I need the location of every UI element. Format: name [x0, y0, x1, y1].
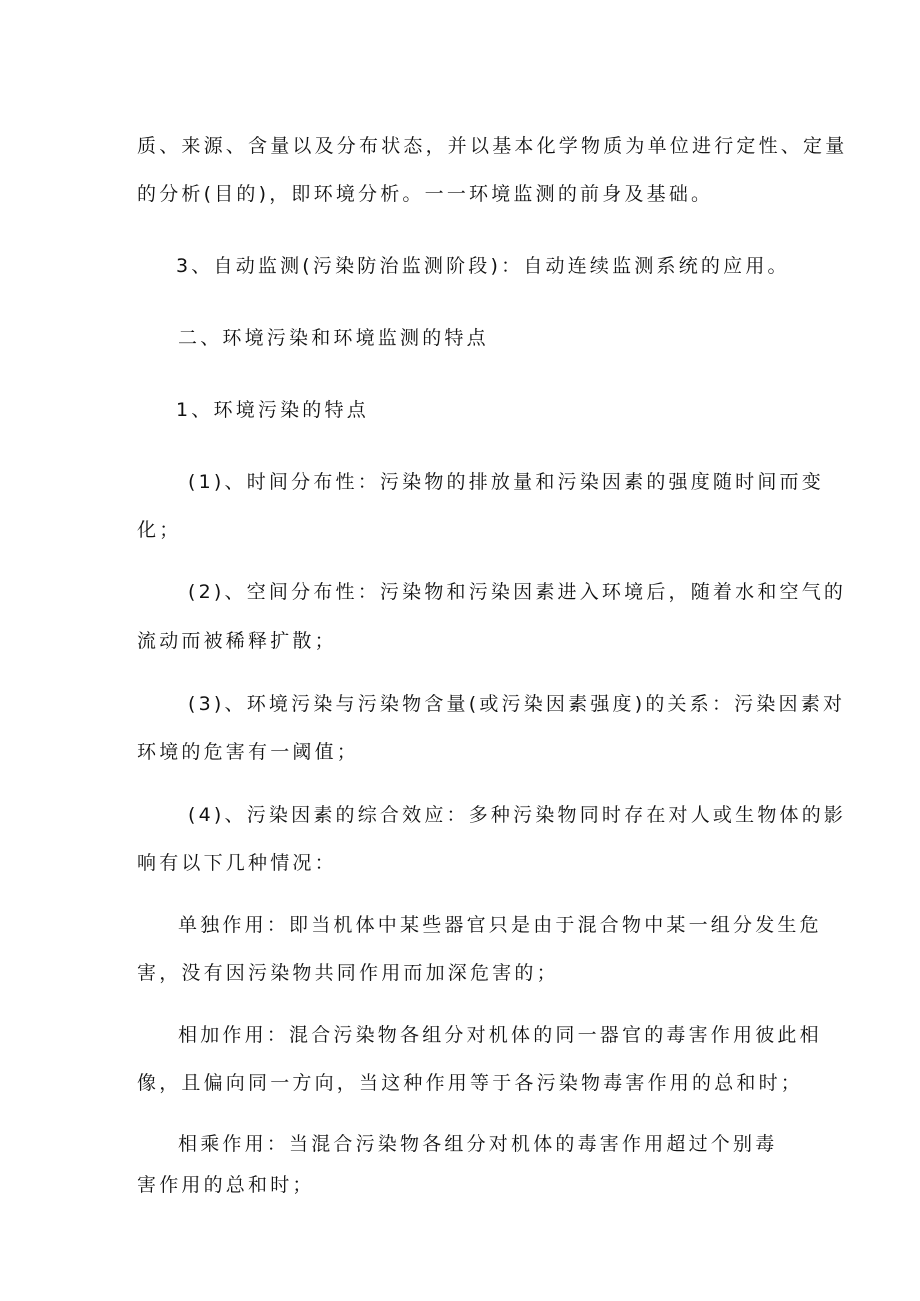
- item-1-line: (1)、时间分布性：污染物的排放量和污染因素的强度随时间而变: [188, 471, 824, 493]
- additive-effect-line: 相加作用：混合污染物各组分对机体的同一器官的毒害作用彼此相: [178, 1024, 822, 1046]
- section-2-heading: 二、环境污染和环境监测的特点: [178, 327, 489, 349]
- item-1-line: 化；: [137, 519, 182, 541]
- single-effect-line: 单独作用：即当机体中某些器官只是由于混合物中某一组分发生危: [178, 914, 822, 936]
- multiplicative-effect-line: 害作用的总和时；: [137, 1174, 315, 1196]
- single-effect-line: 害，没有因污染物共同作用而加深危害的；: [137, 962, 559, 984]
- paragraph-line: 的分析(目的)，即环境分析。一一环境监测的前身及基础。: [137, 183, 714, 205]
- item-2-line: (2)、空间分布性：污染物和污染因素进入环境后，随着水和空气的: [188, 581, 847, 603]
- multiplicative-effect-line: 相乘作用：当混合污染物各组分对机体的毒害作用超过个别毒: [178, 1133, 778, 1155]
- item-4-line: 响有以下几种情况：: [137, 852, 337, 874]
- item-2-line: 流动而被稀释扩散；: [137, 630, 337, 652]
- item-3-line: 环境的危害有一阈值；: [137, 741, 360, 763]
- additive-effect-line: 像，且偏向同一方向，当这种作用等于各污染物毒害作用的总和时；: [137, 1072, 804, 1094]
- item-4-line: (4)、污染因素的综合效应：多种污染物同时存在对人或生物体的影: [188, 804, 847, 826]
- item-3-line: (3)、环境污染与污染物含量(或污染因素强度)的关系：污染因素对: [188, 693, 846, 715]
- paragraph-line: 质、来源、含量以及分布状态，并以基本化学物质为单位进行定性、定量: [137, 135, 848, 157]
- subsection-1-heading: 1、环境污染的特点: [176, 399, 369, 421]
- section-3-heading: 3、自动监测(污染防治监测阶段)：自动连续监测系统的应用。: [176, 255, 790, 277]
